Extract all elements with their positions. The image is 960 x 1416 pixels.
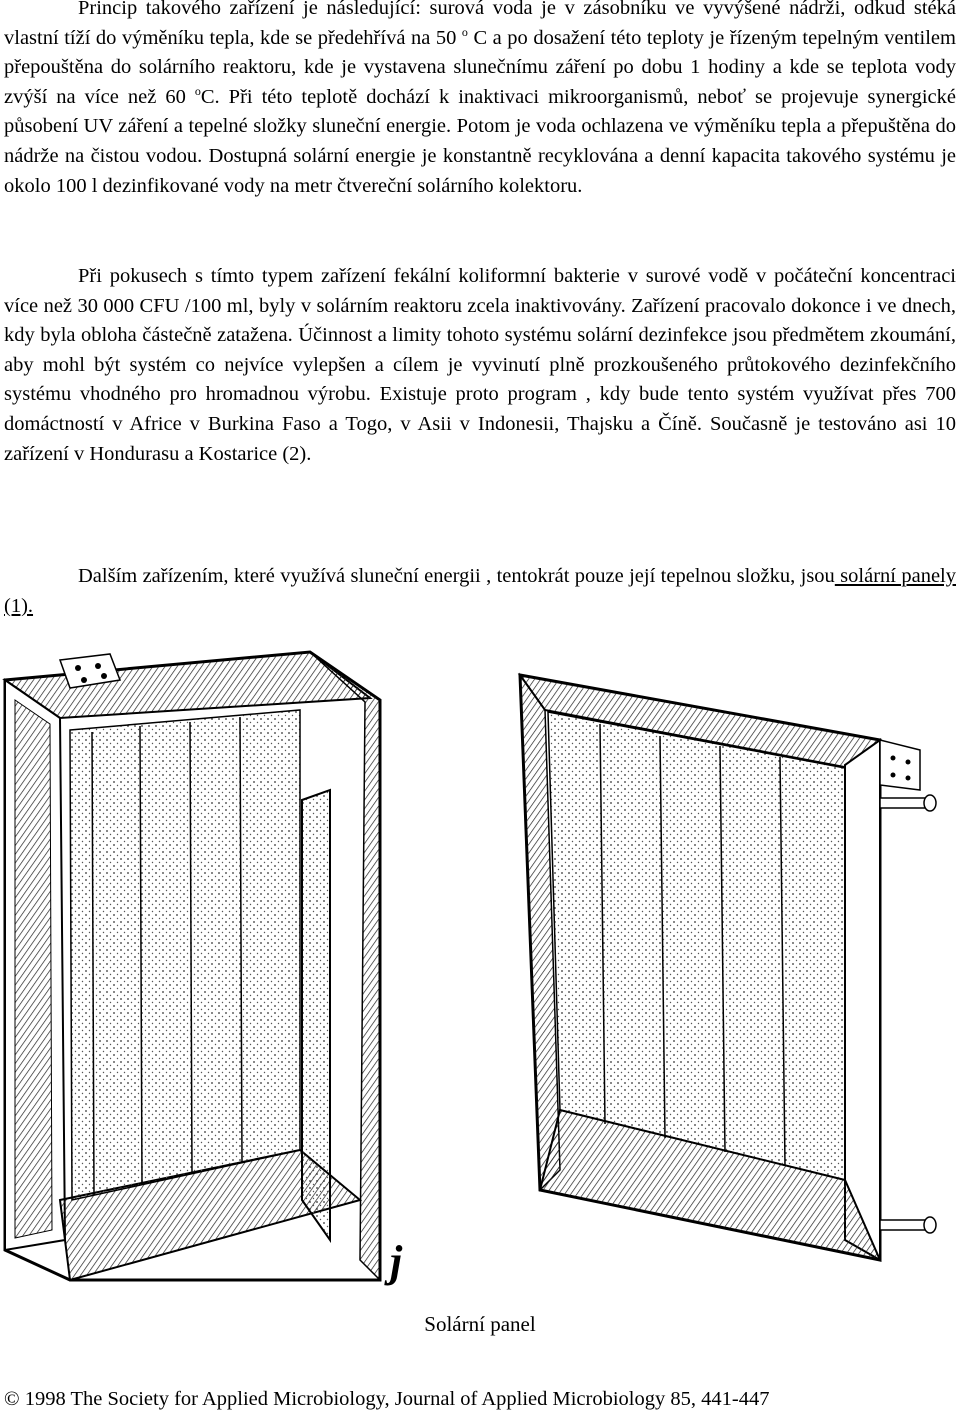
degree-sup: o xyxy=(461,24,468,39)
text-run: Dalším zařízením, které využívá sluneční energii , tentokrát pouze její tepelnou složku, jsou xyxy=(78,565,835,587)
paragraph-principle xyxy=(4,0,956,201)
text-run: Princip takového zařízení je následující: surová voda je v zásobníku ve vyvýšené nádrži, odkud stéká vlastní tíží do výměníku tepla, kde se předehřívá na 50 xyxy=(4,0,956,49)
text-run: Při pokusech s tímto typem zařízení fekální koliformní bakterie v surové vodě v počáteční koncentraci více než 30 000 CFU /100 ml, byly v solárním reaktoru zcela inaktivovány. Zařízení pracovalo dokonce i ve dnech, kdy byla obloha částečně zatažena. Účinnost a limity tohoto systému solární dezinfekce jsou předmětem zkoumání, aby mohl být systém co nejvíce vylepšen a cílem je vyvinutí plně prozkoušeného průtokového dezinfekčního systému vhodného pro hromadnou výrobu. Existuje proto program , kdy bude tento systém využívat přes 700 domáctností v Africe v Burkina Faso a Togo, v Asii v Indonesii, Thajsku a Číně. Současně je testováno asi 10 zařízení v Hondurasu a Kostarice (2). xyxy=(4,265,956,465)
text-run: C. Při této teplotě dochází k inaktivaci mikroorganismů, neboť se projevuje synergické působení UV záření a tepelné složky sluneční energie. Potom je voda ochlazena ve výměníku tepla a přepuštěna do nádrže na čistou vodou. Dostupná solární energie je konstantně recyklována a denní kapacita takového systému je okolo 100 l dezinfikované vody na metr čtvereční solárního kolektoru. xyxy=(4,85,956,197)
copyright-footer: © 1998 The Society for Applied Microbiology, Journal of Applied Microbiology 85, 441-447 xyxy=(4,1388,770,1410)
underlined-text: solární panely (1). xyxy=(4,565,956,617)
degree-sup: o xyxy=(194,83,201,98)
left-panel xyxy=(5,652,380,1280)
paragraph-experiments xyxy=(4,262,956,469)
solar-panel-illustration xyxy=(0,640,960,1290)
text-run: C a po dosažení této teploty je řízeným tepelným ventilem přepouštěna do solárního reaktoru, kde je vystavena slunečnímu záření po dobu 1 hodiny a kde se teplota vody zvýší na více než 60 xyxy=(4,26,956,108)
figure-letter: j xyxy=(390,1237,403,1286)
figure-caption: Solární panel xyxy=(424,1312,536,1336)
paragraph-solar-panels xyxy=(4,562,956,621)
right-panel xyxy=(520,675,936,1260)
